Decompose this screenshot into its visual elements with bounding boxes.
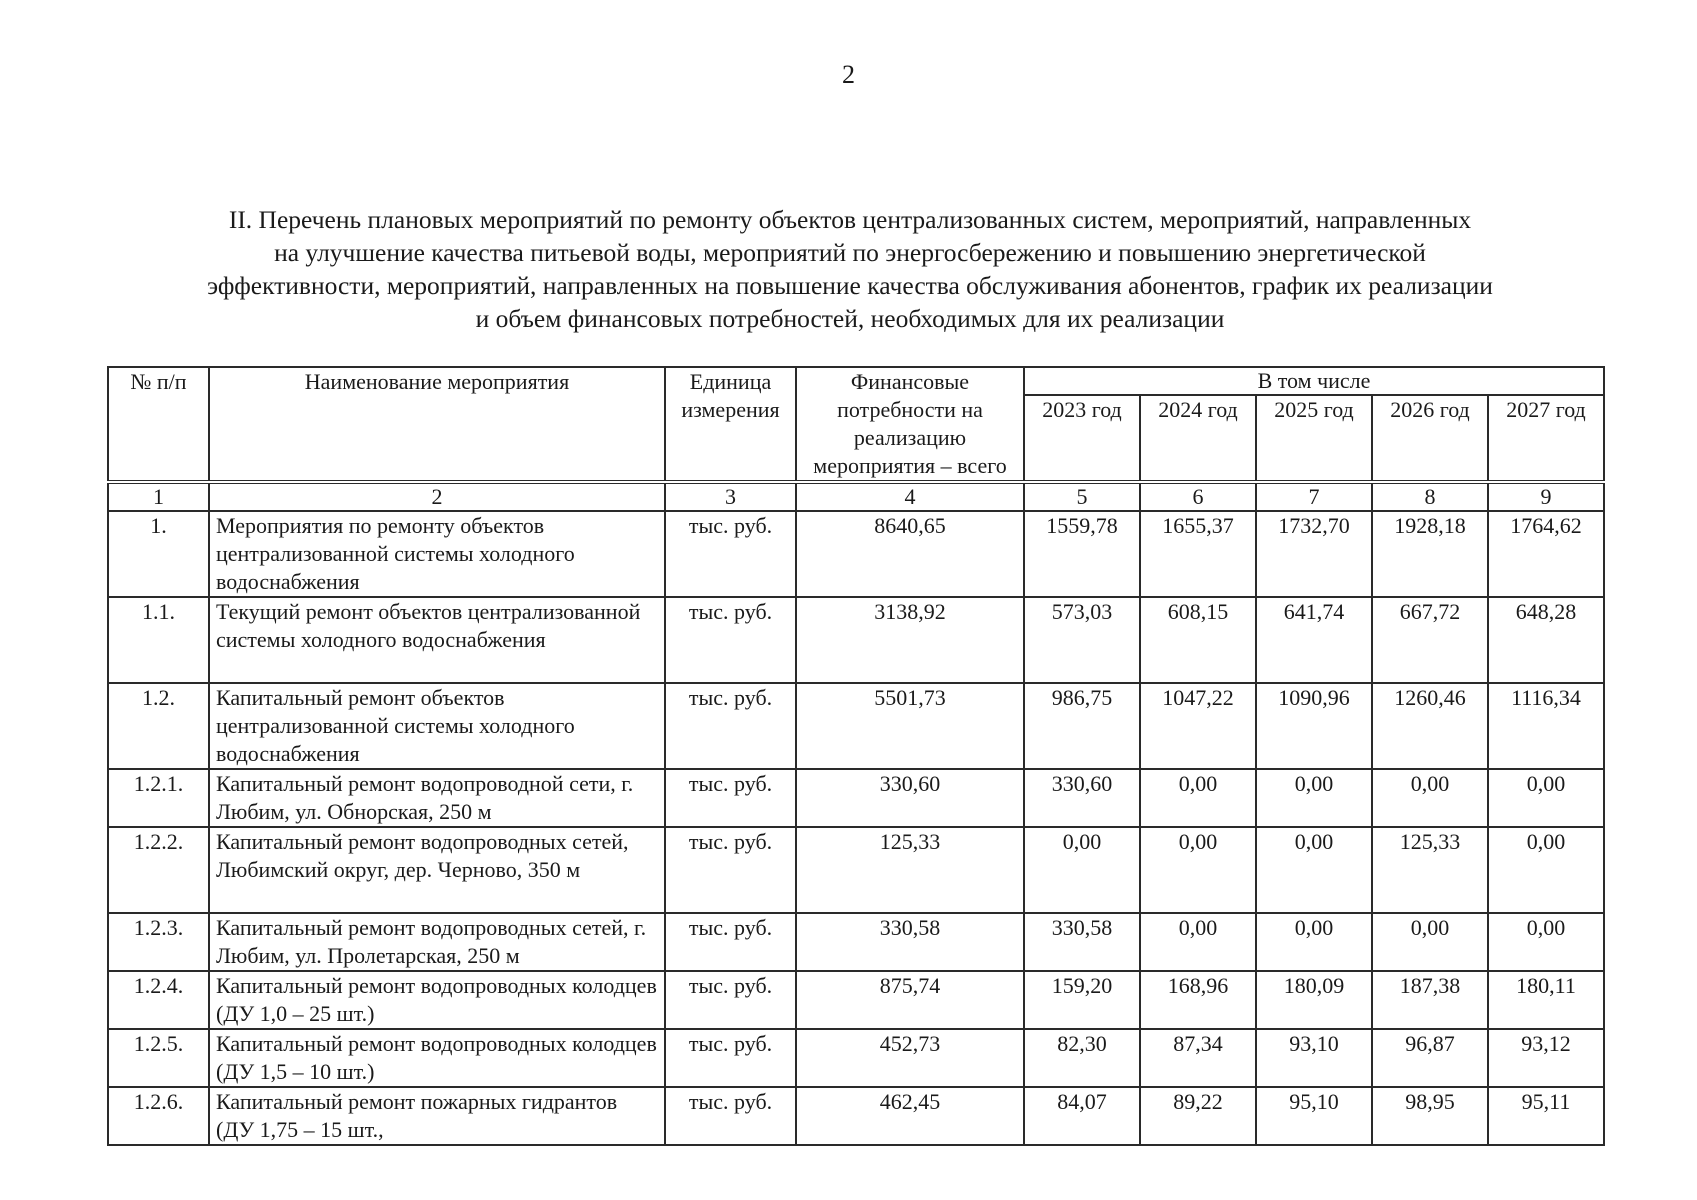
table-row [108, 971, 1604, 1029]
row-year-value: 180,11 [1488, 971, 1604, 1029]
row-year-value: 159,20 [1024, 971, 1140, 1029]
row-year-value: 330,60 [1024, 769, 1140, 827]
header-including: В том числе [1024, 367, 1604, 395]
row-total: 8640,65 [796, 511, 1024, 597]
column-number: 6 [1140, 482, 1256, 511]
header-unit: Единица измерения [665, 367, 796, 482]
row-year-value: 0,00 [1140, 769, 1256, 827]
table-row [108, 913, 1604, 971]
row-unit: тыс. руб. [665, 1087, 796, 1145]
row-year-value: 98,95 [1372, 1087, 1488, 1145]
row-num: 1. [108, 511, 209, 597]
row-unit: тыс. руб. [665, 511, 796, 597]
row-total: 875,74 [796, 971, 1024, 1029]
table-row [108, 1087, 1604, 1145]
row-year-value: 0,00 [1140, 913, 1256, 971]
table-row [108, 511, 1604, 597]
row-total: 125,33 [796, 827, 1024, 913]
row-year-value: 95,11 [1488, 1087, 1604, 1145]
row-year-value: 573,03 [1024, 597, 1140, 683]
row-year-value: 0,00 [1372, 913, 1488, 971]
row-name: Капитальный ремонт водопроводной сети, г. Любим, ул. Обнорская, 250 м [209, 769, 665, 827]
plan-table [107, 366, 1605, 1146]
row-year-value: 1090,96 [1256, 683, 1372, 769]
row-year-value: 180,09 [1256, 971, 1372, 1029]
row-year-value: 0,00 [1024, 827, 1140, 913]
row-name: Капитальный ремонт водопроводных колодцев (ДУ 1,0 – 25 шт.) [209, 971, 665, 1029]
row-name: Мероприятия по ремонту объектов централизованной системы холодного водоснабжения [209, 511, 665, 597]
row-year-value: 330,58 [1024, 913, 1140, 971]
column-number: 2 [209, 482, 665, 511]
header-year: 2024 год [1140, 395, 1256, 482]
title-line: и объем финансовых потребностей, необходимых для их реализации [475, 304, 1225, 333]
column-number: 7 [1256, 482, 1372, 511]
row-year-value: 1764,62 [1488, 511, 1604, 597]
table-row [108, 683, 1604, 769]
row-year-value: 0,00 [1256, 769, 1372, 827]
row-year-value: 986,75 [1024, 683, 1140, 769]
row-year-value: 84,07 [1024, 1087, 1140, 1145]
row-total: 330,60 [796, 769, 1024, 827]
row-num: 1.2.5. [108, 1029, 209, 1087]
row-name: Капитальный ремонт объектов централизованной системы холодного водоснабжения [209, 683, 665, 769]
plan-table-wrapper [107, 366, 1605, 1146]
row-unit: тыс. руб. [665, 913, 796, 971]
column-number: 9 [1488, 482, 1604, 511]
row-num: 1.2.1. [108, 769, 209, 827]
row-num: 1.2.2. [108, 827, 209, 913]
row-total: 5501,73 [796, 683, 1024, 769]
table-row [108, 769, 1604, 827]
row-year-value: 96,87 [1372, 1029, 1488, 1087]
row-year-value: 0,00 [1488, 827, 1604, 913]
row-year-value: 1047,22 [1140, 683, 1256, 769]
row-name: Капитальный ремонт водопроводных сетей, г. Любим, ул. Пролетарская, 250 м [209, 913, 665, 971]
row-year-value: 168,96 [1140, 971, 1256, 1029]
row-year-value: 0,00 [1488, 913, 1604, 971]
row-num: 1.2.3. [108, 913, 209, 971]
row-year-value: 648,28 [1488, 597, 1604, 683]
row-year-value: 667,72 [1372, 597, 1488, 683]
row-unit: тыс. руб. [665, 1029, 796, 1087]
header-year: 2023 год [1024, 395, 1140, 482]
section-title [110, 203, 1590, 335]
table-row [108, 597, 1604, 683]
row-name: Капитальный ремонт пожарных гидрантов (ДУ 1,75 – 15 шт., [209, 1087, 665, 1145]
row-total: 462,45 [796, 1087, 1024, 1145]
row-year-value: 93,10 [1256, 1029, 1372, 1087]
header-year: 2027 год [1488, 395, 1604, 482]
row-year-value: 87,34 [1140, 1029, 1256, 1087]
row-unit: тыс. руб. [665, 971, 796, 1029]
row-year-value: 89,22 [1140, 1087, 1256, 1145]
table-row [108, 1029, 1604, 1087]
header-total: Финансовые потребности на реализацию мероприятия – всего [796, 367, 1024, 482]
title-line: II. Перечень плановых мероприятий по ремонту объектов централизованных систем, мероприятий, направленных [228, 205, 1472, 234]
row-year-value: 641,74 [1256, 597, 1372, 683]
row-year-value: 1655,37 [1140, 511, 1256, 597]
row-unit: тыс. руб. [665, 827, 796, 913]
row-unit: тыс. руб. [665, 597, 796, 683]
row-year-value: 0,00 [1256, 827, 1372, 913]
row-year-value: 1559,78 [1024, 511, 1140, 597]
row-name: Капитальный ремонт водопроводных колодцев (ДУ 1,5 – 10 шт.) [209, 1029, 665, 1087]
header-row-top [108, 367, 1604, 395]
column-number-row [108, 482, 1604, 511]
row-num: 1.2.4. [108, 971, 209, 1029]
row-year-value: 1928,18 [1372, 511, 1488, 597]
row-year-value: 82,30 [1024, 1029, 1140, 1087]
row-year-value: 125,33 [1372, 827, 1488, 913]
header-num: № п/п [108, 367, 209, 482]
row-year-value: 0,00 [1256, 913, 1372, 971]
header-name: Наименование мероприятия [209, 367, 665, 482]
row-year-value: 0,00 [1372, 769, 1488, 827]
row-year-value: 0,00 [1140, 827, 1256, 913]
title-line: эффективности, мероприятий, направленных на повышение качества обслуживания абонентов, график их реализации [207, 271, 1493, 300]
row-year-value: 187,38 [1372, 971, 1488, 1029]
header-year: 2025 год [1256, 395, 1372, 482]
row-year-value: 608,15 [1140, 597, 1256, 683]
column-number: 4 [796, 482, 1024, 511]
title-line: на улучшение качества питьевой воды, мероприятий по энергосбережению и повышению энергетической [274, 238, 1426, 267]
header-year: 2026 год [1372, 395, 1488, 482]
row-year-value: 95,10 [1256, 1087, 1372, 1145]
row-num: 1.2. [108, 683, 209, 769]
row-year-value: 0,00 [1488, 769, 1604, 827]
row-num: 1.2.6. [108, 1087, 209, 1145]
row-unit: тыс. руб. [665, 769, 796, 827]
row-total: 3138,92 [796, 597, 1024, 683]
column-number: 3 [665, 482, 796, 511]
row-year-value: 93,12 [1488, 1029, 1604, 1087]
column-number: 8 [1372, 482, 1488, 511]
table-row [108, 827, 1604, 913]
column-number: 1 [108, 482, 209, 511]
column-number: 5 [1024, 482, 1140, 511]
row-year-value: 1732,70 [1256, 511, 1372, 597]
row-unit: тыс. руб. [665, 683, 796, 769]
row-year-value: 1260,46 [1372, 683, 1488, 769]
row-name: Текущий ремонт объектов централизованной системы холодного водоснабжения [209, 597, 665, 683]
row-total: 330,58 [796, 913, 1024, 971]
row-year-value: 1116,34 [1488, 683, 1604, 769]
row-total: 452,73 [796, 1029, 1024, 1087]
page-number: 2 [842, 60, 855, 89]
row-name: Капитальный ремонт водопроводных сетей, Любимский округ, дер. Черново, 350 м [209, 827, 665, 913]
row-num: 1.1. [108, 597, 209, 683]
